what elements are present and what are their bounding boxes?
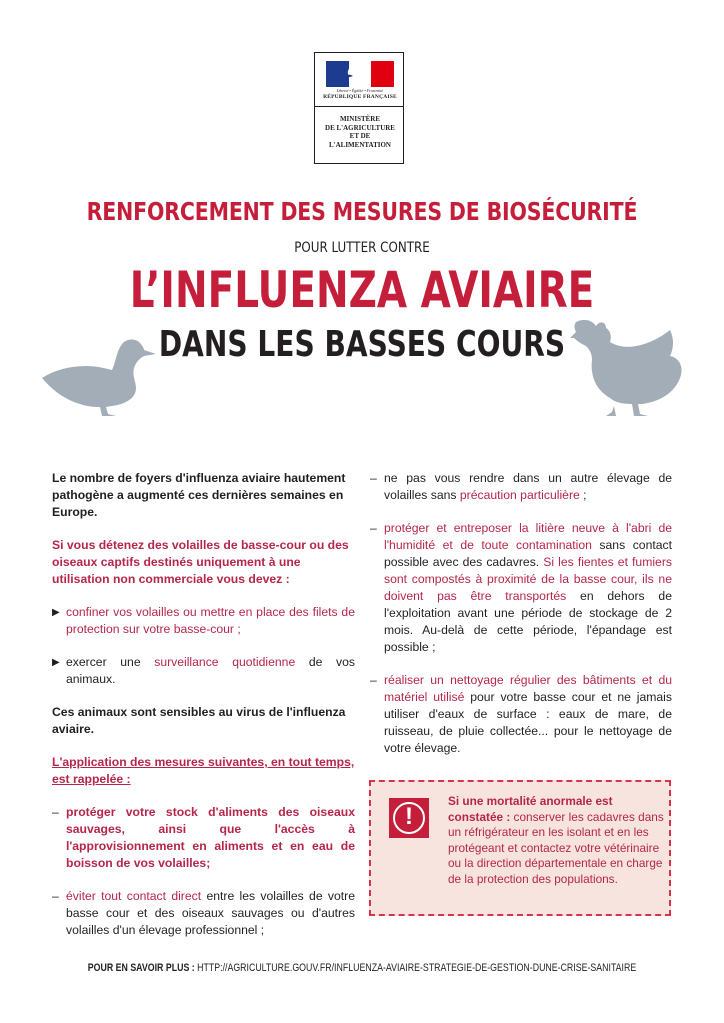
measure-avoid-contact: éviter tout contact direct entre les volailles de votre basse cour et des oiseaux sauvages ou d'autres volailles d'un élevage professionnel ; xyxy=(66,889,356,937)
republique-francaise: RÉPUBLIQUE FRANÇAISE xyxy=(323,94,397,100)
list-item xyxy=(52,654,355,688)
measure-cleaning: réaliser un nettoyage régulier des bâtiments et du matériel utilisé pour votre basse cour et ne jamais utiliser d'eaux de surface : eaux de mare, de ruisseau, de pluie collectée... pour le nettoyage de votre élevage. xyxy=(384,673,672,755)
triangle-bullet-icon: ▶ xyxy=(52,607,60,618)
title-line-1: RENFORCEMENT DES MESURES DE BIOSÉCURITÉ xyxy=(86,197,638,226)
triangle-bullet-icon: ▶ xyxy=(52,657,60,668)
measure-litter: protéger et entreposer la litière neuve à l'abri de l'humidité et de toute contamination sans contact possible avec des cadavres. Si les fientes et fumiers sont compostés à proximité de la basse cour, ils ne doivent pas être transportés en dehors de l'exploitation avant une période de stockage de 2 mois. Au-delà de cette période, l'épandage est possible ; xyxy=(384,521,672,654)
ministere-name: MINISTÈRE DE L'AGRICULTURE ET DE L'ALIMENTATION xyxy=(325,115,395,149)
measure-no-visit: ne pas vous rendre dans un autre élevage de volailles sans précaution particulière ; xyxy=(384,471,672,502)
list-item: – ne pas vous rendre dans un autre élevage de volailles sans précaution particulière ; xyxy=(370,471,672,502)
list-item: – protéger votre stock d'aliments des oiseaux sauvages, ainsi que l'accès à l'approvisionnement en aliments et en eau de boisson de vos volailles; xyxy=(52,805,355,870)
title-line-3: L’INFLUENZA AVIAIRE xyxy=(129,261,595,319)
mortality-alert-box xyxy=(369,780,671,916)
list-item: – protéger et entreposer la litière neuve à l'abri de l'humidité et de toute contamination sans contact possible avec des cadavres. Si les fientes et fumiers sont compostés à proximité de la basse cour, ils ne doivent pas être transportés en dehors de l'exploitation avant une période de stockage de 2 mois. Au-delà de cette période, l'épandage est possible ; xyxy=(370,521,672,654)
footer-url[interactable]: HTTP://AGRICULTURE.GOUV.FR/INFLUENZA-AVIAIRE-STRATEGIE-DE-GESTION-DUNE-CRISE-SANITAIRE xyxy=(194,962,637,974)
left-column xyxy=(52,470,355,955)
intro-paragraph: Le nombre de foyers d'influenza aviaire hautement pathogène a augmenté ces dernières semaines en Europe. xyxy=(52,471,346,519)
bullet-confine: confiner vos volailles ou mettre en place des filets de protection sur votre basse-cour ; xyxy=(66,605,355,636)
right-column xyxy=(370,470,672,773)
sensitivity-note: Ces animaux sont sensibles au virus de l'influenza aviaire. xyxy=(52,705,346,736)
measure-protect-stock: protéger votre stock d'aliments des oiseaux sauvages, ainsi que l'accès à l'approvisionnement en aliments et en eau de boisson de vos volailles; xyxy=(66,805,355,870)
list-item: – éviter tout contact direct entre les volailles de votre basse cour et des oiseaux sauvages ou d'autres volailles d'un élevage professionnel ; xyxy=(52,889,356,937)
devise: Liberté • Égalité • Fraternité xyxy=(336,88,384,93)
list-item: – réaliser un nettoyage régulier des bâtiments et du matériel utilisé pour votre basse cour et ne jamais utiliser d'eaux de surface : eaux de mare, de ruisseau, de pluie collectée... pour le nettoyage de votre élevage. xyxy=(370,673,672,755)
title-line-4: DANS LES BASSES COURS xyxy=(158,324,566,365)
footer-more-info: POUR EN SAVOIR PLUS : HTTP://AGRICULTURE.GOUV.FR/INFLUENZA-AVIAIRE-STRATEGIE-DE-GESTION-DUNE-CRISE-SANITAIRE xyxy=(87,962,637,974)
list-item xyxy=(52,604,355,638)
bullet-surveillance: exercer une surveillance quotidienne de vos animaux. xyxy=(66,655,355,686)
title-line-2: POUR LUTTER CONTRE xyxy=(294,240,430,256)
ministry-logo xyxy=(314,52,404,164)
obligation-question: Si vous détenez des volailles de basse-cour ou des oiseaux captifs destinés uniquement à une utilisation non commerciale vous devez : xyxy=(52,538,349,586)
hen-silhouette xyxy=(570,316,690,420)
duck-silhouette xyxy=(40,336,160,418)
alert-text: Si une mortalité anormale est constatée : conserver les cadavres dans un réfrigérateur en les isolant et en les protégeant et contactez votre vétérinaire ou la direction départementale en charge de la protection des populations. xyxy=(448,794,664,886)
exclamation-icon: ! xyxy=(389,798,429,838)
measures-reminder: L'application des mesures suivantes, en tout temps, est rappelée : xyxy=(52,755,355,786)
marianne-logo xyxy=(341,63,371,85)
